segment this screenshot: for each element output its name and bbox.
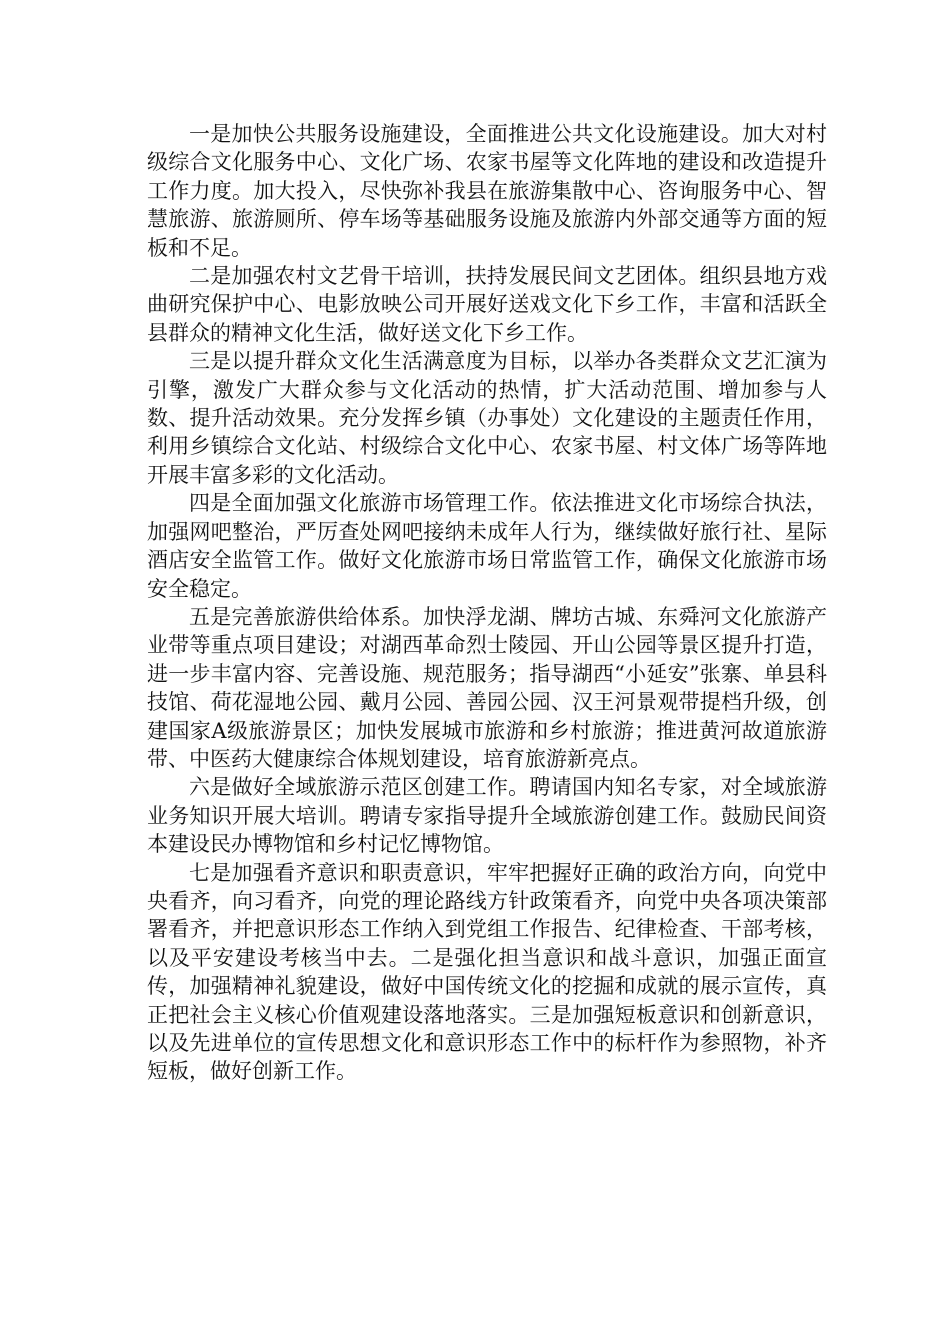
paragraph-4: 四是全面加强文化旅游市场管理工作。依法推进文化市场综合执法，加强网吧整治，严厉查处网吧接纳未成年人行为，继续做好旅行社、星际酒店安全监管工作。做好文化旅游市场日常监管工作，确保文化旅游市场安全稳定。 — [147, 491, 827, 601]
paragraph-2: 二是加强农村文艺骨干培训，扶持发展民间文艺团体。组织县地方戏曲研究保护中心、电影放映公司开展好送戏文化下乡工作，丰富和活跃全县群众的精神文化生活，做好送文化下乡工作。 — [147, 264, 827, 345]
paragraph-6: 六是做好全域旅游示范区创建工作。聘请国内知名专家，对全域旅游业务知识开展大培训。聘请专家指导提升全域旅游创建工作。鼓励民间资本建设民办博物馆和乡村记忆博物馆。 — [147, 775, 827, 857]
paragraph-5: 五是完善旅游供给体系。加快浮龙湖、牌坊古城、东舜河文化旅游产业带等重点项目建设；对湖西革命烈士陵园、开山公园等景区提升打造，进一步丰富内容、完善设施、规范服务；指导湖西“小延安”张寨、单县科技馆、荷花湿地公园、戴月公园、善园公园、汉王河景观带提档升级，创建国家A级旅游景区；加快发展城市旅游和乡村旅游；推进黄河故道旅游带、中医药大健康综合体规划建设，培育旅游新亮点。 — [147, 604, 827, 771]
paragraph-7: 七是加强看齐意识和职责意识，牢牢把握好正确的政治方向，向党中央看齐，向习看齐，向党的理论路线方针政策看齐，向党中央各项决策部署看齐，并把意识形态工作纳入到党组工作报告、纪律检查、干部考核，以及平安建设考核当中去。二是强化担当意识和战斗意识，加强正面宣传，加强精神礼貌建设，做好中国传统文化的挖掘和成就的展示宣传，真正把社会主义核心价值观建设落地落实。三是加强短板意识和创新意识，以及先进单位的宣传思想文化和意识形态工作中的标杆作为参照物，补齐短板，做好创新工作。 — [147, 860, 827, 1084]
document-body — [147, 120, 827, 1086]
paragraph-1: 一是加快公共服务设施建设，全面推进公共文化设施建设。加大对村级综合文化服务中心、文化广场、农家书屋等文化阵地的建设和改造提升工作力度。加大投入，尽快弥补我县在旅游集散中心、咨询服务中心、智慧旅游、旅游厕所、停车场等基础服务设施及旅游内外部交通等方面的短板和不足。 — [147, 122, 827, 260]
paragraph-3: 三是以提升群众文化生活满意度为目标，以举办各类群众文艺汇演为引擎，激发广大群众参与文化活动的热情，扩大活动范围、增加参与人数、提升活动效果。充分发挥乡镇（办事处）文化建设的主题责任作用，利用乡镇综合文化站、村级综合文化中心、农家书屋、村文体广场等阵地开展丰富多彩的文化活动。 — [147, 349, 827, 487]
